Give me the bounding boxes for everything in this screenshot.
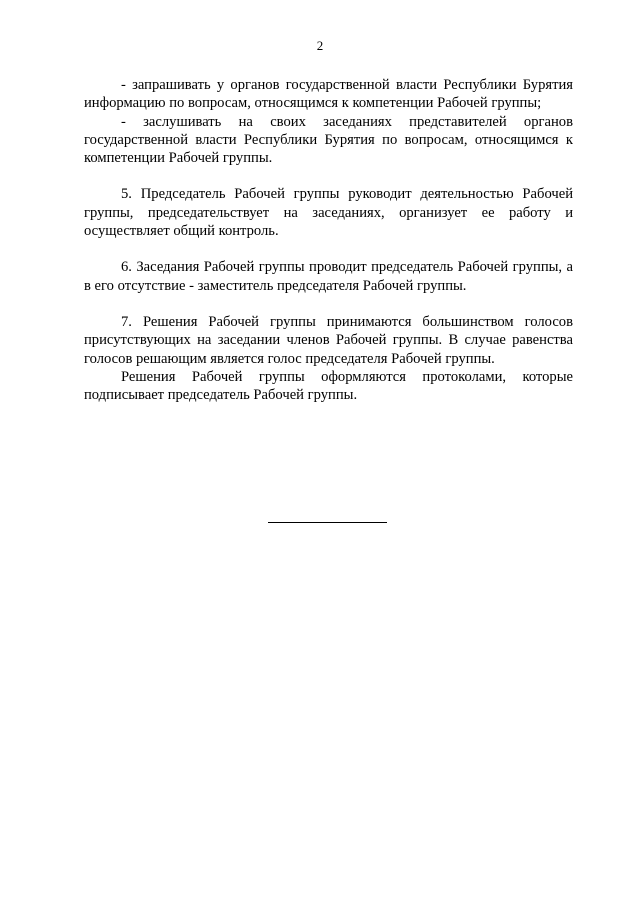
paragraph-hear-representatives: - заслушивать на своих заседаниях представителей органов государственной власти Республики Бурятия по вопросам, относящимся к компетенции Рабочей группы.: [84, 113, 573, 167]
paragraph-chairman-duties: 5. Председатель Рабочей группы руководит деятельностью Рабочей группы, председательствует на заседаниях, организует ее работу и осуществляет общий контроль.: [84, 186, 573, 240]
document-body: [84, 76, 573, 404]
paragraph-decisions: 7. Решения Рабочей группы принимаются большинством голосов присутствующих на заседании членов Рабочей группы. В случае равенства голосов решающим является голос председателя Рабочей группы.: [84, 313, 573, 367]
paragraph-spacer: [84, 240, 573, 258]
closing-divider-line: [268, 522, 387, 523]
paragraph-request-information: - запрашивать у органов государственной власти Республики Бурятия информацию по вопросам, относящимся к компетенции Рабочей группы;: [84, 77, 573, 112]
page-number: 2: [316, 38, 324, 53]
paragraph-protocols: Решения Рабочей группы оформляются протоколами, которые подписывает председатель Рабочей группы.: [84, 368, 573, 404]
paragraph-meetings: 6. Заседания Рабочей группы проводит председатель Рабочей группы, а в его отсутствие - заместитель председателя Рабочей группы.: [84, 259, 573, 294]
paragraph-spacer: [84, 295, 573, 313]
paragraph-spacer: [84, 167, 573, 185]
